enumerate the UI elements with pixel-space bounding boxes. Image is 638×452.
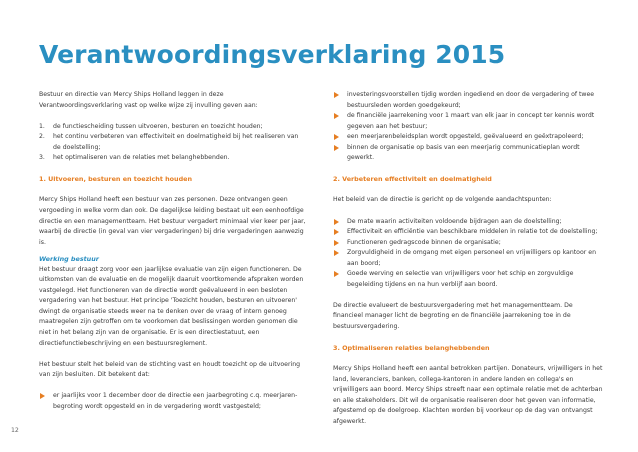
numbered-item [39, 132, 307, 153]
bullet-text: investeringsvoorstellen tijdig worden ingediend en door de vergadering of twee bestuursleden worden goedgekeurd; [347, 91, 595, 109]
section-heading-3: 3. Optimaliseren relaties belanghebbenden [333, 344, 490, 353]
bullet-text: de financiële jaarrekening voor 1 maart van elk jaar in concept ter kennis wordt gegeven aan het bestuur; [347, 112, 595, 130]
page-number: 12 [11, 427, 19, 434]
arrow-bullet-icon [334, 250, 339, 256]
item-number: 1. [39, 122, 45, 130]
bullet-text: Goede werving en selectie van vrijwilligers voor het schip en zorgvuldige begeleiding tijdens en na hun verblijf aan boord. [347, 270, 574, 288]
left-column [39, 90, 307, 412]
subheading-werking-bestuur: Werking bestuur [39, 255, 99, 264]
arrow-bullet-icon [334, 219, 339, 225]
bullet-item [333, 217, 603, 228]
evaluation-paragraph: De directie evalueert de bestuursvergadering met het managementteam. De financieel manager licht de begroting en de financiële jaarrekening toe in de bestuursvergadering. [333, 301, 573, 331]
numbered-list [39, 122, 307, 164]
arrow-bullet-icon [334, 240, 339, 246]
bullet-item [333, 143, 603, 164]
item-number: 3. [39, 154, 45, 162]
bullet-text: Functioneren gedragscode binnen de organisatie; [347, 238, 501, 246]
bullet-text: Zorgvuldigheid in de omgang met eigen personeel en vrijwilligers op kantoor en aan boord; [347, 249, 596, 267]
item-text: de functiescheiding tussen uitvoeren, besturen en toezicht houden; [53, 122, 263, 130]
bullet-item [333, 111, 603, 132]
page-title: Verantwoordingsverklaring 2015 [39, 40, 506, 69]
intro-paragraph: Bestuur en directie van Mercy Ships Holland leggen in deze Verantwoordingsverklaring vast op welke wijze zij invulling geven aan: [39, 91, 258, 109]
item-text: het continu verbeteren van effectiviteit en doelmatigheid bij het realiseren van de doelstelling; [53, 133, 299, 151]
arrow-bullet-icon [334, 113, 339, 119]
item-text: het optimaliseren van de relaties met belanghebbenden. [53, 154, 230, 162]
bullet-text: binnen de organisatie op basis van een meerjarig communicatieplan wordt gewerkt. [347, 143, 580, 162]
bullet-text: De mate waarin activiteiten voldoende bijdragen aan de doelstelling; [347, 217, 562, 225]
board-evaluation-paragraph: Het bestuur draagt zorg voor een jaarlijkse evaluatie van zijn eigen functioneren. De uitkomsten van de evaluatie en de mogelijk daaruit voortkomende afspraken worden vastgelegd. Het functioneren van de directie wordt geëvalueerd in een besloten vergadering van het bestuur. Het principe 'Toezicht houden, besturen en uitvoeren' dwingt de organisatie steeds weer na te denken over de vraag of intern genoeg maatregelen zijn getroffen om te voorkomen dat beslissingen worden genomen die niet in het belang zijn van de organisatie. Er is een directiestatuut, een directiefunctiebeschrijving en een bestuursreglement. [39, 265, 304, 347]
policy-bullet-list [39, 391, 307, 412]
item-number: 2. [39, 133, 45, 141]
policy-paragraph: Het bestuur stelt het beleid van de stichting vast en houdt toezicht op de uitvoering van zijn besluiten. Dit betekent dat: [39, 360, 301, 379]
bullet-text: Effectiviteit en efficiëntie van beschikbare middelen in relatie tot de doelstelling; [347, 228, 598, 236]
bullet-item [333, 90, 603, 111]
policy-bullet-list-continued [333, 90, 603, 164]
bullet-item [333, 238, 603, 249]
focus-bullet-list [333, 217, 603, 291]
numbered-item [39, 122, 307, 133]
bullet-item [333, 248, 603, 269]
arrow-bullet-icon [334, 134, 339, 140]
stakeholders-paragraph: Mercy Ships Holland heeft een aantal betrokken partijen. Donateurs, vrijwilligers in het land, leveranciers, banken, collega-kantoren in andere landen en collega's en vrijwilligers aan boord. Mercy Ships streeft naar een optimale relatie met de achterban en alle stakeholders. Dit wil de organisatie realiseren door het geven van informatie, afgestemd op de doelgroep. Klachten worden bij voorkeur op de dag van ontvangst afgewerkt. [333, 365, 603, 425]
board-paragraph: Mercy Ships Holland heeft een bestuur van zes personen. Deze ontvangen geen vergoeding in welke vorm dan ook. De dagelijkse leiding bestaat uit een eenhoofdige directie en een managementteam. Het bestuur vergadert minimaal vier keer per jaar, waarbij de directie (in geval van vier vergaderingen) bij drie vergaderingen aanwezig is. [39, 196, 306, 246]
arrow-bullet-icon [334, 271, 339, 277]
right-column [333, 90, 603, 428]
bullet-item [333, 132, 603, 143]
bullet-item [333, 227, 603, 238]
numbered-item [39, 153, 307, 164]
section-heading-1: 1. Uitvoeren, besturen en toezicht houden [39, 175, 193, 184]
section-heading-2: 2. Verbeteren effectiviteit en doelmatigheid [333, 175, 492, 184]
arrow-bullet-icon [40, 393, 45, 399]
directie-paragraph: Het beleid van de directie is gericht op de volgende aandachtspunten: [333, 196, 552, 204]
bullet-text: er jaarlijks voor 1 december door de directie een jaarbegroting c.q. meerjaren-begroting wordt opgesteld en in de vergadering wordt vastgesteld; [53, 392, 298, 410]
bullet-item [39, 391, 307, 412]
arrow-bullet-icon [334, 229, 339, 235]
bullet-text: een meerjarenbeleidsplan wordt opgesteld, geëvalueerd en geëxtrapoleerd; [347, 133, 584, 141]
arrow-bullet-icon [334, 92, 339, 98]
arrow-bullet-icon [334, 145, 339, 151]
bullet-item [333, 269, 603, 290]
